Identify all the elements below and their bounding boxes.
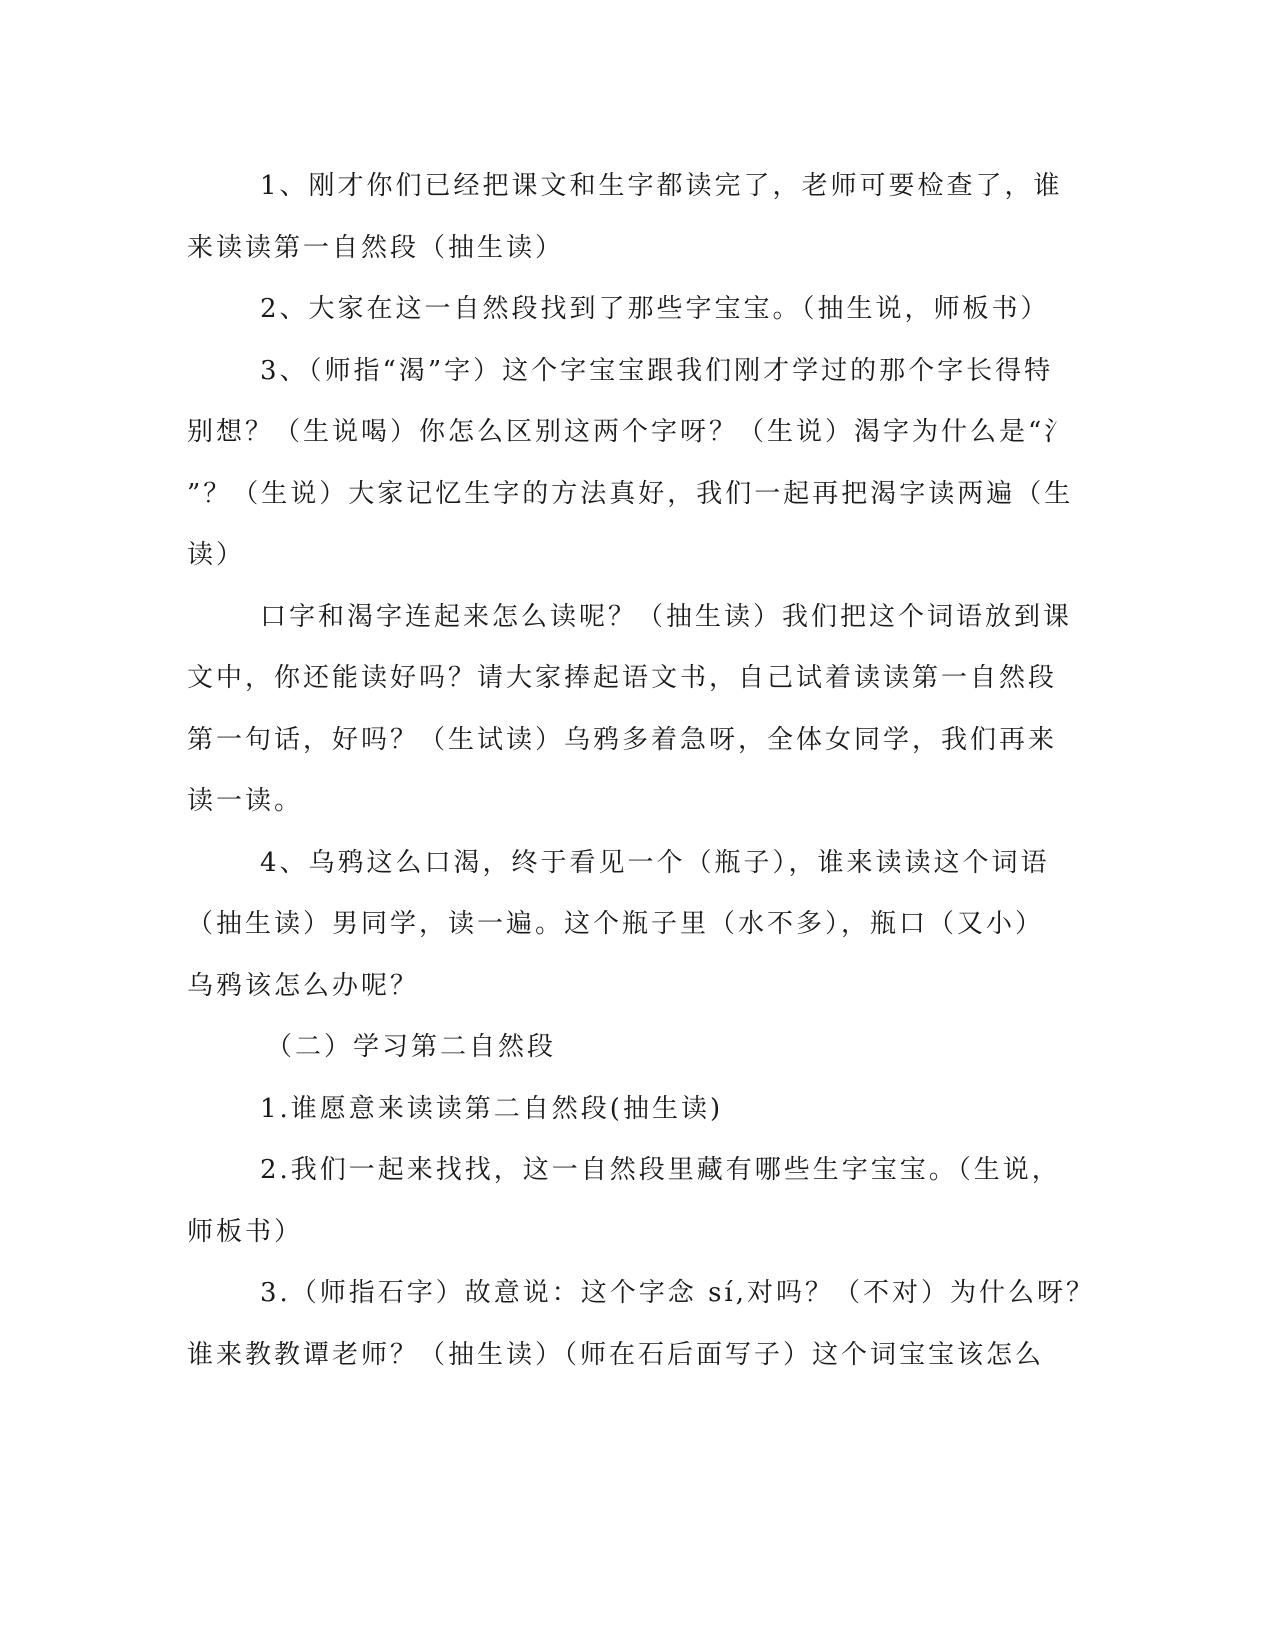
paragraph-6	[187, 1079, 1067, 1141]
text-line: 3、（师指“渴”字）这个字宝宝跟我们刚才学过的那个字长得特	[260, 355, 1054, 386]
text-line: 读）	[187, 540, 246, 570]
text-line: 读一读。	[187, 786, 304, 816]
text-line: 谁来教教谭老师？（抽生读）（师在石后面写子）这个词宝宝该怎么	[187, 1339, 1045, 1370]
text-line: 4、乌鸦这么口渴，终于看见一个（瓶子），谁来读读这个词语	[260, 847, 1050, 878]
paragraph-2	[187, 279, 1067, 341]
text-line: （抽生读）男同学，读一遍。这个瓶子里（水不多），瓶口（又小）	[187, 909, 1045, 939]
text-line: 乌鸦该怎么办呢？	[187, 970, 420, 1001]
paragraph-5	[187, 833, 1067, 1018]
text-line: 2.我们一起来找找，这一自然段里藏有哪些生字宝宝。（生说，	[260, 1155, 1061, 1185]
section-heading	[187, 1017, 1067, 1079]
paragraph-8	[187, 1263, 1095, 1386]
text-line: 来读读第一自然段（抽生读）	[187, 232, 565, 263]
text-line: 别想？（生说喝）你怎么区别这两个字呀？（生说）渴字为什么是“氵	[187, 417, 1074, 447]
text-line: 1、刚才你们已经把课文和生字都读完了，老师可要检查了，谁	[260, 171, 1063, 201]
document-body	[187, 156, 1095, 1386]
text-line: 第一句话，好吗？（生试读）乌鸦多着急呀，全体女同学，我们再来	[187, 724, 1058, 755]
text-line: 文中，你还能读好吗？请大家捧起语文书，自己试着读读第一自然段	[187, 663, 1058, 693]
text-line: （二）学习第二自然段	[266, 1032, 557, 1062]
paragraph-4	[187, 587, 1073, 833]
text-line: 2、大家在这一自然段找到了那些字宝宝。（抽生说，师板书）	[260, 294, 1050, 324]
text-line: 3.（师指石字）故意说：这个字念 sí,对吗？（不对）为什么呀？	[260, 1278, 1095, 1308]
text-line: 口字和渴字连起来怎么读呢？（抽生读）我们把这个词语放到课	[260, 601, 1073, 632]
paragraph-3	[187, 341, 1074, 587]
text-line: 1.谁愿意来读读第二自然段(抽生读)	[260, 1093, 724, 1124]
paragraph-1	[187, 156, 1067, 279]
paragraph-7	[187, 1140, 1067, 1263]
text-line: 师板书）	[187, 1216, 304, 1247]
text-line: ”？（生说）大家记忆生字的方法真好，我们一起再把渴字读两遍（生	[187, 478, 1074, 509]
